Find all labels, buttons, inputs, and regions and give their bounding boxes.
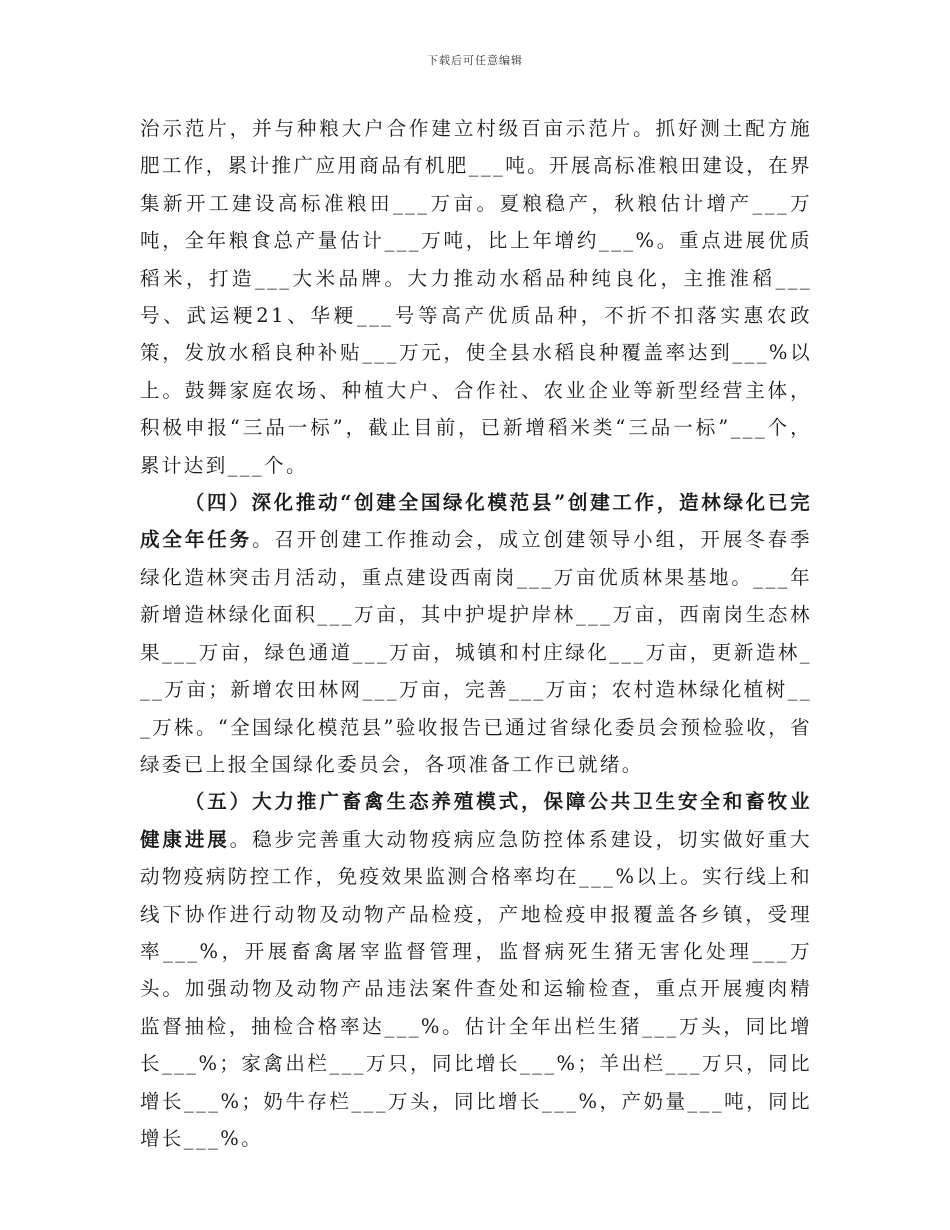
paragraph-body: 。召开创建工作推动会，成立创建领导小组，开展冬春季绿化造林突击月活动，重点建设西南岗___万亩优质林果基地。___年新增造林绿化面积___万亩，其中护堤护岸林___万亩，西南岗生态林果___万亩，绿色通道___万亩，城镇和村庄绿化___万亩，更新造林___万亩；新增农田林网___万亩，完善___万亩；农村造林绿化植树___万株。“全国绿化模范县”验收报告已通过省绿化委员会预检验收，省绿委已上报全国绿化委员会，各项准备工作已就绪。 (140, 528, 812, 776)
section-heading: （五）大力推广畜禽生态养殖模式，保障公共卫生安全和畜牧业健康进展 (140, 790, 812, 851)
paragraph-livestock (140, 783, 812, 1157)
document-body (140, 110, 812, 1157)
paragraph-afforestation (140, 484, 812, 783)
paragraph-body: 治示范片，并与种粮大户合作建立村级百亩示范片。抓好测土配方施肥工作，累计推广应用商品有机肥___吨。开展高标准粮田建设，在界集新开工建设高标准粮田___万亩。夏粮稳产，秋粮估计增产___万吨，全年粮食总产量估计___万吨，比上年增约___%。重点进展优质稻米，打造___大米品牌。大力推动水稻品种纯良化，主推淮稻___号、武运粳21、华粳___号等高产优质品种，不折不扣落实惠农政策，发放水稻良种补贴___万元，使全县水稻良种覆盖率达到___%以上。鼓舞家庭农场、种植大户、合作社、农业企业等新型经营主体，积极申报“三品一标”，截止目前，已新增稻米类“三品一标”___个，累计达到___个。 (140, 117, 812, 477)
section-heading: （四）深化推动“创建全国绿化模范县”创建工作，造林绿化已完成全年任务 (140, 491, 812, 552)
paragraph-body: 。稳步完善重大动物疫病应急防控体系建设，切实做好重大动物疫病防控工作，免疫效果监测合格率均在___%以上。实行线上和线下协作进行动物及动物产品检疫，产地检疫申报覆盖各乡镇，受理率___%，开展畜禽屠宰监督管理，监督病死生猪无害化处理___万头。加强动物及动物产品违法案件查处和运输检查，重点开展瘦肉精监督抽检，抽检合格率达___%。估计全年出栏生猪___万头，同比增长___%；家禽出栏___万只，同比增长___%；羊出栏___万只，同比增长___%；奶牛存栏___万头，同比增长___%，产奶量___吨，同比增长___%。 (140, 827, 812, 1150)
paragraph-grain-production (140, 110, 812, 484)
page-header: 下载后可任意编辑 (427, 54, 523, 67)
